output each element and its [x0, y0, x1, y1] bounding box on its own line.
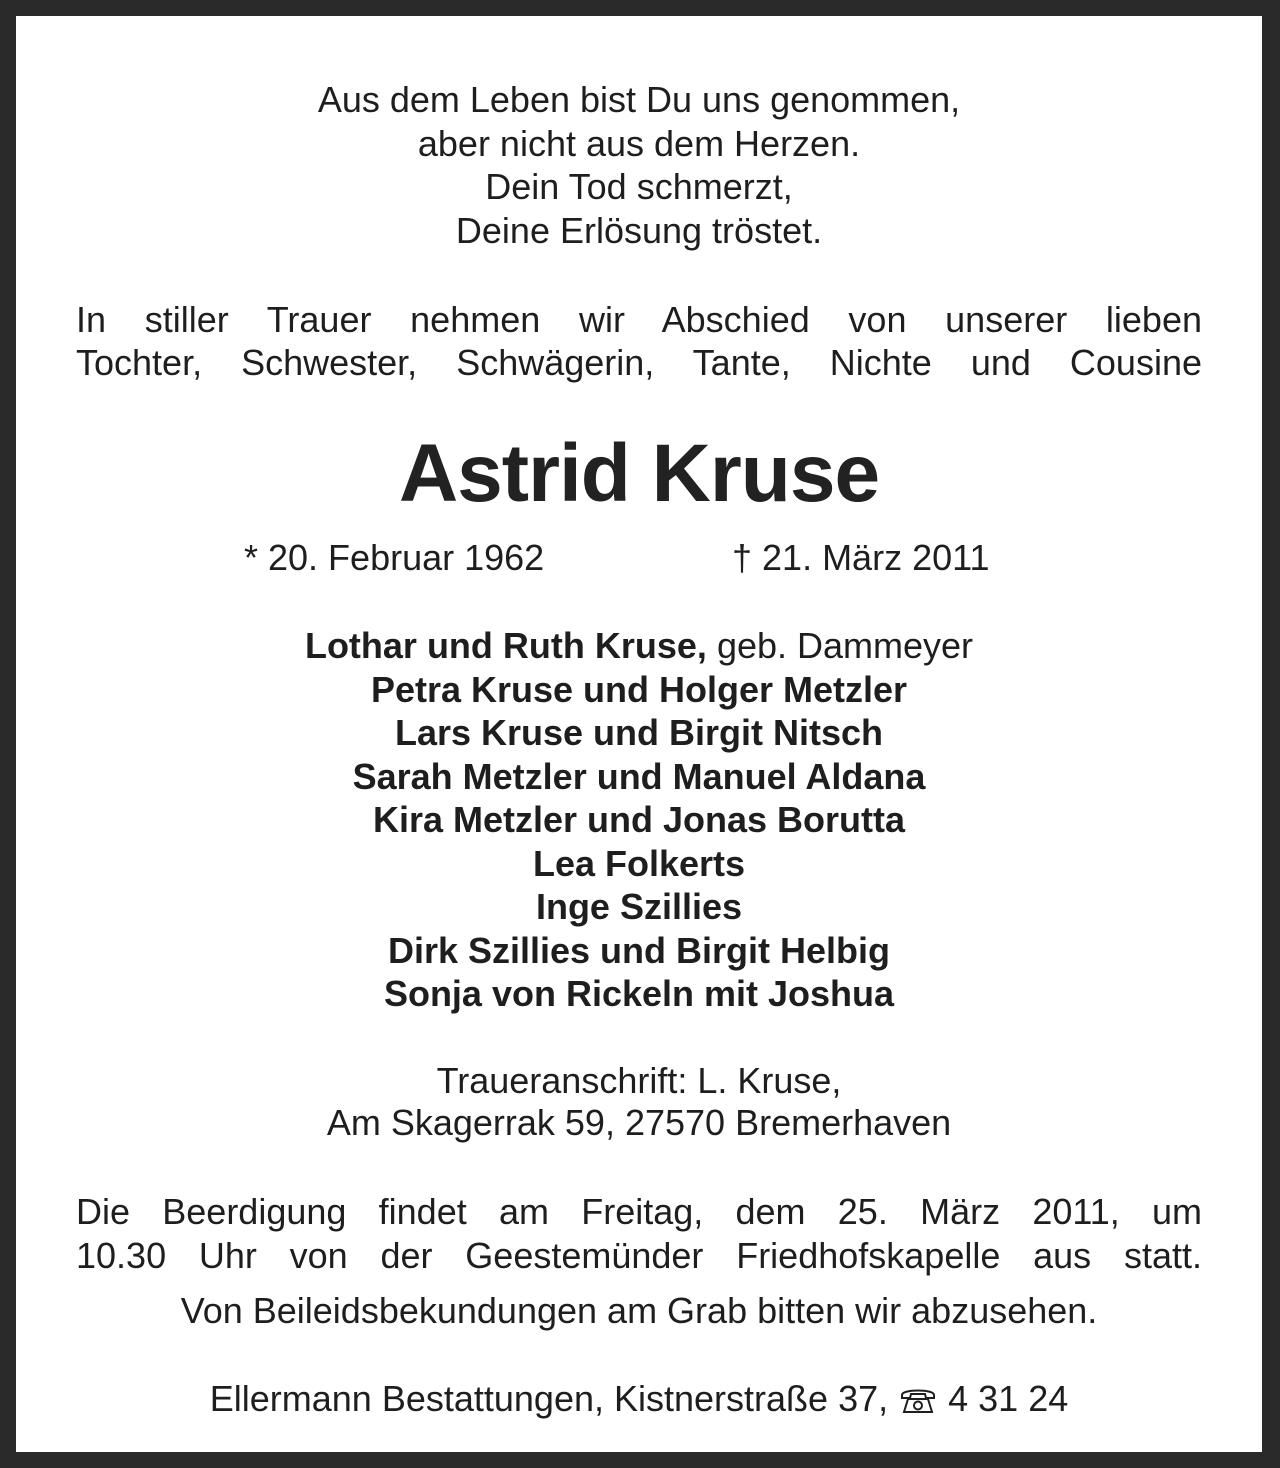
family-member: Dirk Szillies und Birgit Helbig — [387, 929, 891, 971]
phone-number: 4 31 24 — [948, 1378, 1069, 1419]
undertaker-info — [16, 1377, 1262, 1421]
poem-line: Deine Erlösung tröstet. — [455, 209, 823, 251]
family-member: Sonja von Rickeln mit Joshua — [383, 973, 895, 1014]
maiden-name: geb. Dammeyer — [706, 625, 974, 666]
family-member — [16, 624, 1262, 668]
poem-line: aber nicht aus dem Herzen. — [417, 122, 861, 164]
family-member: Petra Kruse und Holger Metzler — [370, 668, 908, 710]
family-member: Inge Szillies — [535, 886, 743, 927]
undertaker-text: Ellermann Bestattungen, Kistnerstraße 37, — [209, 1378, 889, 1419]
poem — [16, 78, 1262, 252]
family-member: Lars Kruse und Birgit Nitsch — [394, 712, 884, 753]
deceased-name: Astrid Kruse — [398, 428, 880, 519]
poem-line: Dein Tod schmerzt, — [485, 166, 793, 207]
intro-line-2: Tochter, Schwester, Schwägerin, Tante, Nichte und Cousine — [76, 342, 1202, 383]
address-line-1: Traueranschrift: L. Kruse, — [436, 1060, 842, 1101]
family-member: Kira Metzler und Jonas Borutta — [372, 799, 906, 840]
condolence-note: Von Beileidsbekundungen am Grab bitten wir abzusehen. — [180, 1290, 1098, 1331]
family-member-name: Lothar und Ruth Kruse, — [304, 625, 707, 666]
funeral-line-2: 10.30 Uhr von der Geestemünder Friedhofskapelle aus statt. — [76, 1235, 1202, 1276]
intro-line-1: In stiller Trauer nehmen wir Abschied von unserer lieben — [76, 299, 1202, 340]
telephone-icon — [898, 1380, 938, 1408]
funeral-line-1: Die Beerdigung findet am Freitag, dem 25. März 2011, um — [76, 1191, 1202, 1232]
mourning-address — [16, 1060, 1262, 1144]
address-line-2: Am Skagerrak 59, 27570 Bremerhaven — [326, 1102, 952, 1143]
obituary-notice — [16, 16, 1262, 1452]
family-member: Lea Folkerts — [532, 842, 746, 884]
family-list — [16, 624, 1262, 1016]
family-member: Sarah Metzler und Manuel Aldana — [352, 755, 926, 797]
poem-line: Aus dem Leben bist Du uns genommen, — [317, 79, 961, 120]
birth-date: * 20. Februar 1962 — [244, 537, 545, 578]
funeral-details — [76, 1190, 1202, 1278]
death-date: † 21. März 2011 — [732, 537, 990, 578]
intro-text — [76, 298, 1202, 384]
